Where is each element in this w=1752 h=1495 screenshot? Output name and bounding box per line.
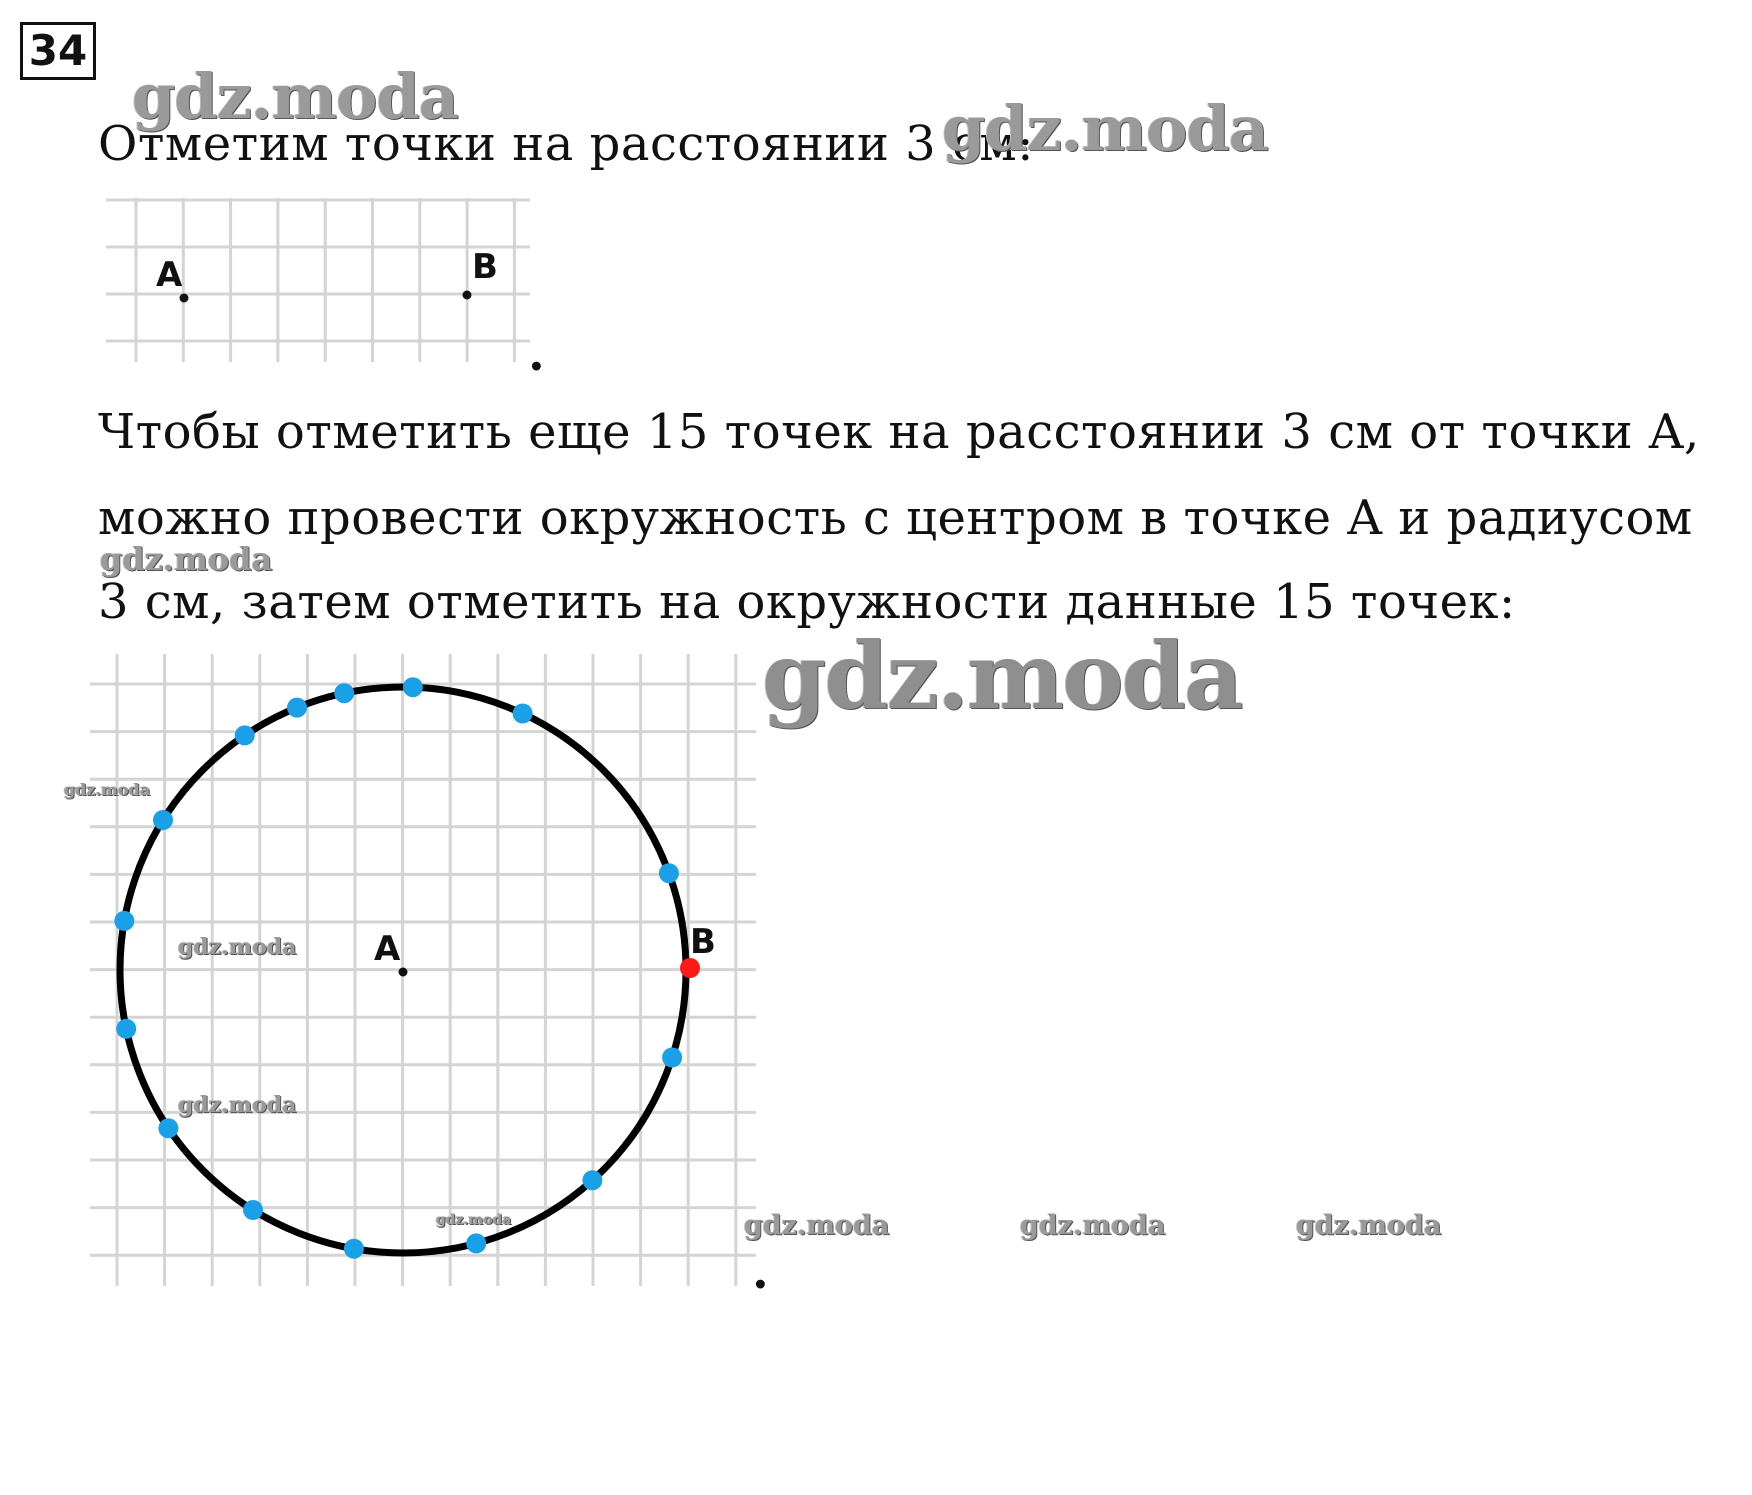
circle-point — [235, 725, 255, 745]
point-b — [463, 291, 472, 300]
circle-point — [466, 1233, 486, 1253]
text-line-1: Отметим точки на расстоянии 3 см: — [98, 116, 1034, 172]
label-a: A — [156, 255, 183, 295]
grid-lines — [90, 654, 756, 1286]
grid-figure-circle — [88, 650, 763, 1290]
grid-figure-points — [100, 190, 540, 365]
watermark: gdz.moda — [1020, 1210, 1166, 1241]
circle-point — [662, 1048, 682, 1068]
watermark: gdz.moda — [64, 780, 151, 799]
circle-point — [513, 704, 533, 724]
watermark: gdz.moda — [942, 92, 1268, 165]
watermark: gdz.moda — [132, 60, 458, 133]
period: . — [752, 1244, 769, 1300]
circle-point — [582, 1170, 602, 1190]
text-line-3: можно провести окружность с центром в точке A и радиусом — [98, 490, 1693, 546]
circle-point — [243, 1200, 263, 1220]
task-number: 34 — [20, 22, 96, 80]
circle-point — [659, 863, 679, 883]
period: . — [528, 326, 545, 382]
watermark: gdz.moda — [1296, 1210, 1442, 1241]
circle-point — [153, 810, 173, 830]
watermark: gdz.moda — [100, 540, 273, 578]
watermark: gdz.moda — [436, 1212, 512, 1228]
circle-point — [116, 1019, 136, 1039]
circle-point — [334, 683, 354, 703]
text-line-2: Чтобы отметить еще 15 точек на расстоянии 3 см от точки A, — [98, 404, 1700, 460]
circle-point — [158, 1118, 178, 1138]
label-b: B — [690, 922, 716, 962]
text-line-4: 3 см, затем отметить на окружности данные 15 точек: — [98, 574, 1516, 630]
label-a: A — [374, 929, 401, 969]
watermark: gdz.moda — [178, 934, 297, 960]
circle-point — [287, 698, 307, 718]
watermark: gdz.moda — [178, 1092, 297, 1118]
label-b: B — [472, 247, 498, 287]
watermark: gdz.moda — [762, 622, 1242, 730]
circle-point — [344, 1239, 364, 1259]
watermark: gdz.moda — [744, 1210, 890, 1241]
circle-point — [114, 911, 134, 931]
circle-point — [403, 677, 423, 697]
